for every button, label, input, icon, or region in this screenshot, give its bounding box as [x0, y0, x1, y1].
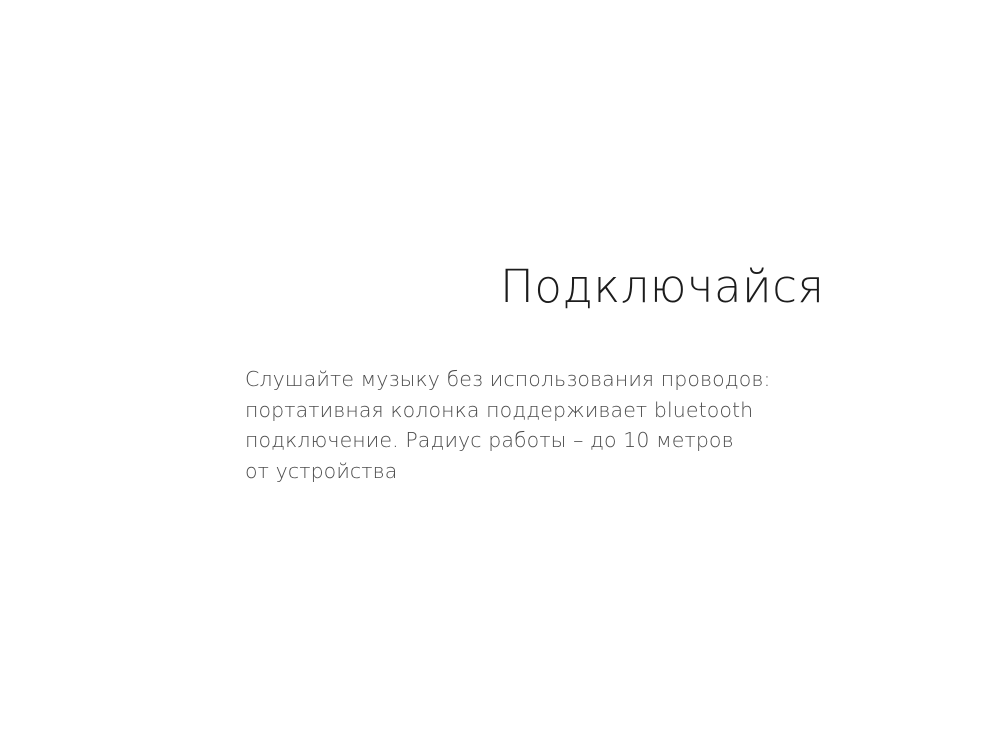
body-text-line: Слушайте музыку без использования проводов: — [245, 367, 771, 391]
body-text-line: от устройства — [245, 458, 398, 483]
body-text-line: портативная колонка поддерживает bluetooth — [245, 397, 754, 422]
body-text — [245, 364, 805, 486]
body-text-line: подключение. Радиус работы – до 10 метров — [245, 428, 734, 452]
page-title: Подключайся — [500, 260, 825, 313]
